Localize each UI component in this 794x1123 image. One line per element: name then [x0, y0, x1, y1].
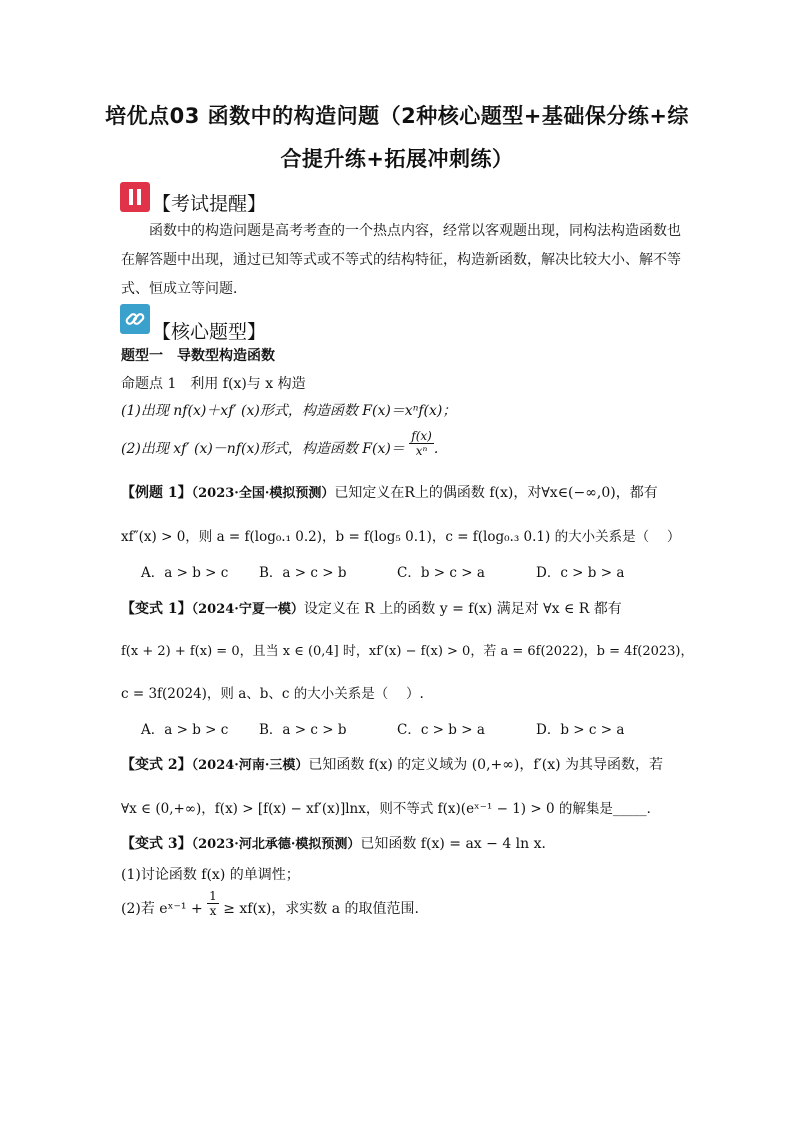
variant-3-source: （2023·河北承德·模拟预测）	[191, 837, 361, 852]
example-1-text-2: xf″(x) > 0，则 a = f(log₀.₁ 0.2)，b = f(log₅ 0.1)，c = f(log₀.₃ 0.1) 的大小关系是（ ）	[121, 529, 681, 545]
variant-3-text-1: 已知函数 f(x) = ax − 4 ln x．	[360, 836, 556, 852]
rule-2-text: (2)出现 xf′ (x)－nf(x)形式，构造函数 F(x)＝	[121, 441, 405, 457]
example-1-text-1: 已知定义在R上的偶函数 f(x)，对∀x∈(−∞,0)，都有	[334, 485, 658, 501]
variant-3-label: 【变式 3】	[121, 836, 192, 852]
rule-2-denominator: xⁿ	[415, 443, 428, 458]
variant-1	[121, 598, 622, 618]
example-1	[121, 482, 658, 502]
section-heading-core: 【核心题型】	[152, 321, 267, 343]
variant-2-label: 【变式 2】	[121, 757, 192, 773]
intro-paragraph: 函数中的构造问题是高考考查的一个热点内容，经常以客观题出现，同构法构造函数也在解答题中出现，通过已知等式或不等式的结构特征，构造新函数，解决比较大小、解不等式、恒成立等问题．	[121, 223, 681, 297]
variant-3-q2-denominator: x	[209, 903, 217, 918]
example-1-option-d: D．c > b > a	[536, 565, 625, 581]
variant-3-q2-text: (2)若 eˣ⁻¹ +	[121, 901, 208, 917]
variant-3-q2-fraction	[207, 889, 219, 918]
variant-1-option-d: D．b > c > a	[536, 722, 625, 738]
example-1-option-c: C．b > c > a	[397, 565, 485, 581]
type-1-heading: 题型一 导数型构造函数	[121, 348, 275, 364]
example-1-label: 【例题 1】	[121, 485, 192, 501]
rule-2-suffix: .	[433, 441, 439, 457]
variant-3-question-1: (1)讨论函数 f(x) 的单调性；	[121, 867, 300, 883]
variant-1-text-2: f(x + 2) + f(x) = 0，且当 x ∈ (0,4] 时，xf′(x) − f(x) > 0，若 a = 6f(2022)，b = 4f(2023)，	[121, 644, 694, 659]
rule-2-fraction	[409, 429, 434, 458]
exam-bars-icon	[120, 182, 150, 212]
example-1-option-a: A．a > b > c	[141, 565, 229, 581]
link-icon	[120, 304, 150, 334]
section-heading-exam: 【考试提醒】	[152, 193, 267, 215]
example-1-source: （2023·全国·模拟预测）	[191, 486, 335, 501]
variant-1-option-a: A．a > b > c	[141, 722, 229, 738]
example-1-option-b: B．a > c > b	[259, 565, 347, 581]
variant-1-label: 【变式 1】	[121, 601, 192, 617]
variant-1-text-3: c = 3f(2024)，则 a、b、c 的大小关系是（ ）.	[121, 686, 424, 702]
rule-1: (1)出现 nf(x)＋xf′ (x)形式，构造函数 F(x)＝xⁿf(x)；	[121, 403, 457, 419]
page-title-line-2: 合提升练+拓展冲刺练）	[280, 147, 514, 171]
rule-2-numerator: f(x)	[411, 428, 432, 443]
point-1-heading: 命题点 1 利用 f(x)与 x 构造	[121, 376, 306, 392]
variant-3-question-2	[121, 888, 420, 918]
variant-3-q2-numerator: 1	[209, 888, 217, 903]
variant-1-text-1: 设定义在 R 上的函数 y = f(x) 满足对 ∀x ∈ R 都有	[303, 601, 622, 617]
variant-2-source: （2024·河南·三模）	[191, 758, 309, 773]
variant-2	[121, 754, 663, 774]
variant-1-source: （2024·宁夏一模）	[191, 602, 304, 617]
variant-1-option-c: C．c > b > a	[397, 722, 485, 738]
variant-2-text-1: 已知函数 f(x) 的定义域为 (0,+∞)，f′(x) 为其导函数，若	[308, 757, 664, 773]
rule-2	[121, 428, 439, 458]
variant-3-q2-suffix: ≥ xf(x)，求实数 a 的取值范围.	[218, 901, 420, 917]
variant-1-option-b: B．a > c > b	[259, 722, 347, 738]
variant-2-text-2: ∀x ∈ (0,+∞)，f(x) > [f(x) − xf′(x)]lnx，则不等式 f(x)(eˣ⁻¹ − 1) > 0 的解集是_____．	[121, 801, 661, 817]
page-title-line-1: 培优点03 函数中的构造问题（2种核心题型+基础保分练+综	[105, 104, 689, 128]
variant-3	[121, 833, 556, 853]
